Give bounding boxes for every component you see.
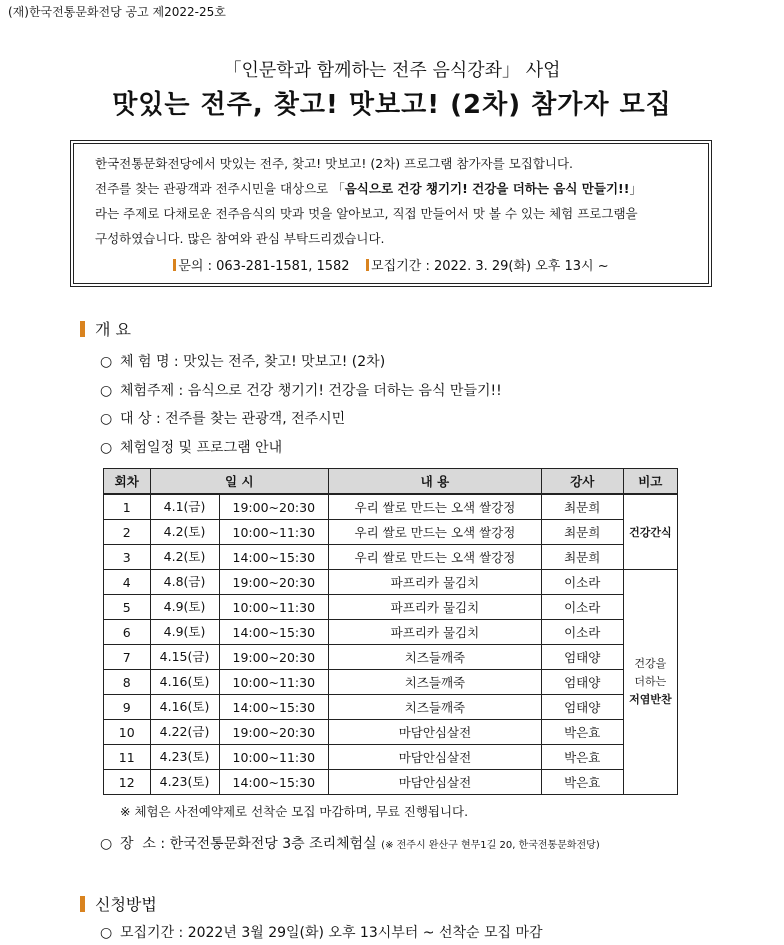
cell-teacher: 최문희 <box>541 545 623 570</box>
cell-time: 10:00~11:30 <box>232 749 316 765</box>
cell-teacher: 엄태양 <box>541 695 623 720</box>
table-row <box>104 645 678 670</box>
overview-item-text: 체 험 명 : 맛있는 전주, 찾고! 맛보고! (2차) <box>120 354 386 370</box>
col-header-datetime: 일 시 <box>150 469 329 495</box>
cell-content: 치즈들깨죽 <box>329 670 542 695</box>
cell-teacher: 박은효 <box>541 720 623 745</box>
notice-number: (재)한국전통문화전당 공고 제2022-25호 <box>8 5 226 19</box>
cell-no: 2 <box>104 520 151 545</box>
cell-time: 14:00~15:30 <box>232 549 316 565</box>
place-item <box>100 833 600 853</box>
cell-datetime <box>150 720 329 745</box>
cell-content: 우리 쌀로 만드는 오색 쌀강정 <box>329 545 542 570</box>
cell-content: 우리 쌀로 만드는 오색 쌀강정 <box>329 494 542 520</box>
cell-no: 6 <box>104 620 151 645</box>
cell-remark: 건강간식 <box>623 494 677 570</box>
cell-content: 마담안심살전 <box>329 770 542 795</box>
table-row <box>104 570 678 595</box>
place-address: (※ 전주시 완산구 현무1길 20, 한국전통문화전당) <box>381 840 600 851</box>
cell-datetime <box>150 695 329 720</box>
intro-line-2-pre: 전주를 찾는 관광객과 전주시민을 대상으로 「 <box>95 181 345 196</box>
marker-icon <box>173 259 176 271</box>
cell-date: 4.1(금) <box>151 495 220 519</box>
table-row <box>104 695 678 720</box>
cell-teacher: 박은효 <box>541 770 623 795</box>
cell-time: 10:00~11:30 <box>232 524 316 540</box>
cell-datetime <box>150 595 329 620</box>
cell-content: 마담안심살전 <box>329 720 542 745</box>
cell-time: 14:00~15:30 <box>232 774 316 790</box>
section-overview <box>80 317 131 340</box>
cell-datetime <box>150 670 329 695</box>
cell-date: 4.23(토) <box>151 745 220 769</box>
table-row <box>104 670 678 695</box>
circle-bullet-icon: ○ <box>100 836 113 852</box>
cell-teacher: 이소라 <box>541 620 623 645</box>
overview-heading: 개 요 <box>95 320 131 339</box>
cell-teacher: 이소라 <box>541 570 623 595</box>
note: ※ 체험은 사전예약제로 선착순 모집 마감하며, 무료 진행됩니다. <box>120 804 469 819</box>
table-row <box>104 770 678 795</box>
cell-date: 4.15(금) <box>151 645 220 669</box>
cell-datetime <box>150 520 329 545</box>
col-header-content: 내 용 <box>329 469 542 495</box>
cell-no: 4 <box>104 570 151 595</box>
place-text: 장 소 : 한국전통문화전당 3층 조리체험실 <box>120 836 377 852</box>
cell-no: 11 <box>104 745 151 770</box>
cell-teacher: 박은효 <box>541 745 623 770</box>
cell-no: 7 <box>104 645 151 670</box>
apply-item <box>100 922 543 942</box>
apply-period-text: 모집기간 : 2022년 3월 29일(화) 오후 13시부터 ~ 선착순 모집 마감 <box>120 925 543 941</box>
cell-date: 4.8(금) <box>151 570 220 594</box>
table-row <box>104 720 678 745</box>
section-apply <box>80 892 157 915</box>
intro-contact <box>74 255 708 274</box>
table-row <box>104 545 678 570</box>
period-text: 모집기간 : 2022. 3. 29(화) 오후 13시 ~ <box>371 259 609 274</box>
cell-content: 파프리카 물김치 <box>329 570 542 595</box>
intro-line-3: 라는 주제로 다채로운 전주음식의 맛과 멋을 알아보고, 직접 만들어서 맛 볼 수 있는 체험 프로그램을 <box>95 206 638 221</box>
col-header-teacher: 강사 <box>541 469 623 495</box>
table-row <box>104 620 678 645</box>
overview-item <box>100 351 385 371</box>
cell-datetime <box>150 494 329 520</box>
intro-box <box>73 143 709 284</box>
cell-date: 4.9(토) <box>151 595 220 619</box>
cell-time: 10:00~11:30 <box>232 599 316 615</box>
table-row <box>104 520 678 545</box>
cell-content: 파프리카 물김치 <box>329 620 542 645</box>
overview-item-text: 대 상 : 전주를 찾는 관광객, 전주시민 <box>120 411 346 427</box>
table-row <box>104 494 678 520</box>
intro-line-2-post: 」 <box>629 181 642 196</box>
apply-heading: 신청방법 <box>95 895 157 914</box>
cell-datetime <box>150 545 329 570</box>
intro-line-4: 구성하였습니다. 많은 참여와 관심 부탁드리겠습니다. <box>95 231 385 246</box>
cell-teacher: 엄태양 <box>541 670 623 695</box>
cell-date: 4.9(토) <box>151 620 220 644</box>
circle-bullet-icon: ○ <box>100 411 113 427</box>
cell-datetime <box>150 745 329 770</box>
cell-time: 19:00~20:30 <box>232 649 316 665</box>
cell-content: 치즈들깨죽 <box>329 645 542 670</box>
cell-datetime <box>150 570 329 595</box>
intro-line-1: 한국전통문화전당에서 맛있는 전주, 찾고! 맛보고! (2차) 프로그램 참가자를 모집합니다. <box>95 156 574 171</box>
overview-item <box>100 437 282 457</box>
circle-bullet-icon: ○ <box>100 383 113 399</box>
cell-date: 4.16(토) <box>151 670 220 694</box>
circle-bullet-icon: ○ <box>100 925 113 941</box>
col-header-no: 회차 <box>104 469 151 495</box>
cell-time: 19:00~20:30 <box>232 499 316 515</box>
cell-no: 10 <box>104 720 151 745</box>
cell-no: 5 <box>104 595 151 620</box>
cell-teacher: 엄태양 <box>541 645 623 670</box>
schedule-body <box>104 494 678 795</box>
cell-no: 3 <box>104 545 151 570</box>
cell-time: 14:00~15:30 <box>232 699 316 715</box>
overview-item-text: 체험주제 : 음식으로 건강 챙기기! 건강을 더하는 음식 만들기!! <box>120 383 502 399</box>
cell-teacher: 이소라 <box>541 595 623 620</box>
cell-no: 12 <box>104 770 151 795</box>
cell-datetime <box>150 770 329 795</box>
remark-line: 더하는 <box>634 675 667 688</box>
remark-line: 저염반찬 <box>629 693 672 706</box>
cell-date: 4.2(토) <box>151 520 220 544</box>
cell-time: 19:00~20:30 <box>232 724 316 740</box>
table-row <box>104 595 678 620</box>
schedule-table <box>103 468 678 795</box>
cell-date: 4.23(토) <box>151 770 220 794</box>
marker-icon <box>366 259 369 271</box>
section-marker-icon <box>80 321 85 337</box>
cell-datetime <box>150 645 329 670</box>
cell-teacher: 최문희 <box>541 520 623 545</box>
overview-item-text: 체험일정 및 프로그램 안내 <box>120 440 283 456</box>
overview-item <box>100 380 502 400</box>
cell-time: 14:00~15:30 <box>232 624 316 640</box>
cell-time: 10:00~11:30 <box>232 674 316 690</box>
cell-time: 19:00~20:30 <box>232 574 316 590</box>
intro-line-2 <box>95 179 642 197</box>
intro-theme: 음식으로 건강 챙기기! 건강을 더하는 음식 만들기!! <box>344 181 630 196</box>
cell-content: 파프리카 물김치 <box>329 595 542 620</box>
cell-content: 마담안심살전 <box>329 745 542 770</box>
col-header-remark: 비고 <box>623 469 677 495</box>
page-title: 맛있는 전주, 찾고! 맛보고! (2차) 참가자 모집 <box>112 90 672 120</box>
cell-date: 4.22(금) <box>151 720 220 744</box>
circle-bullet-icon: ○ <box>100 354 113 370</box>
cell-no: 9 <box>104 695 151 720</box>
cell-date: 4.16(토) <box>151 695 220 719</box>
cell-datetime <box>150 620 329 645</box>
circle-bullet-icon: ○ <box>100 440 113 456</box>
cell-content: 우리 쌀로 만드는 오색 쌀강정 <box>329 520 542 545</box>
remark-line: 건강을 <box>634 657 667 670</box>
section-marker-icon <box>80 896 85 912</box>
cell-date: 4.2(토) <box>151 545 220 569</box>
cell-no: 1 <box>104 494 151 520</box>
subtitle: 「인문학과 함께하는 전주 음식강좌」 사업 <box>223 60 561 81</box>
table-row <box>104 745 678 770</box>
cell-content: 치즈들깨죽 <box>329 695 542 720</box>
cell-teacher: 최문희 <box>541 494 623 520</box>
overview-item <box>100 408 345 428</box>
contact-text: 문의 : 063-281-1581, 1582 <box>178 259 350 274</box>
cell-no: 8 <box>104 670 151 695</box>
cell-remark <box>623 570 677 795</box>
